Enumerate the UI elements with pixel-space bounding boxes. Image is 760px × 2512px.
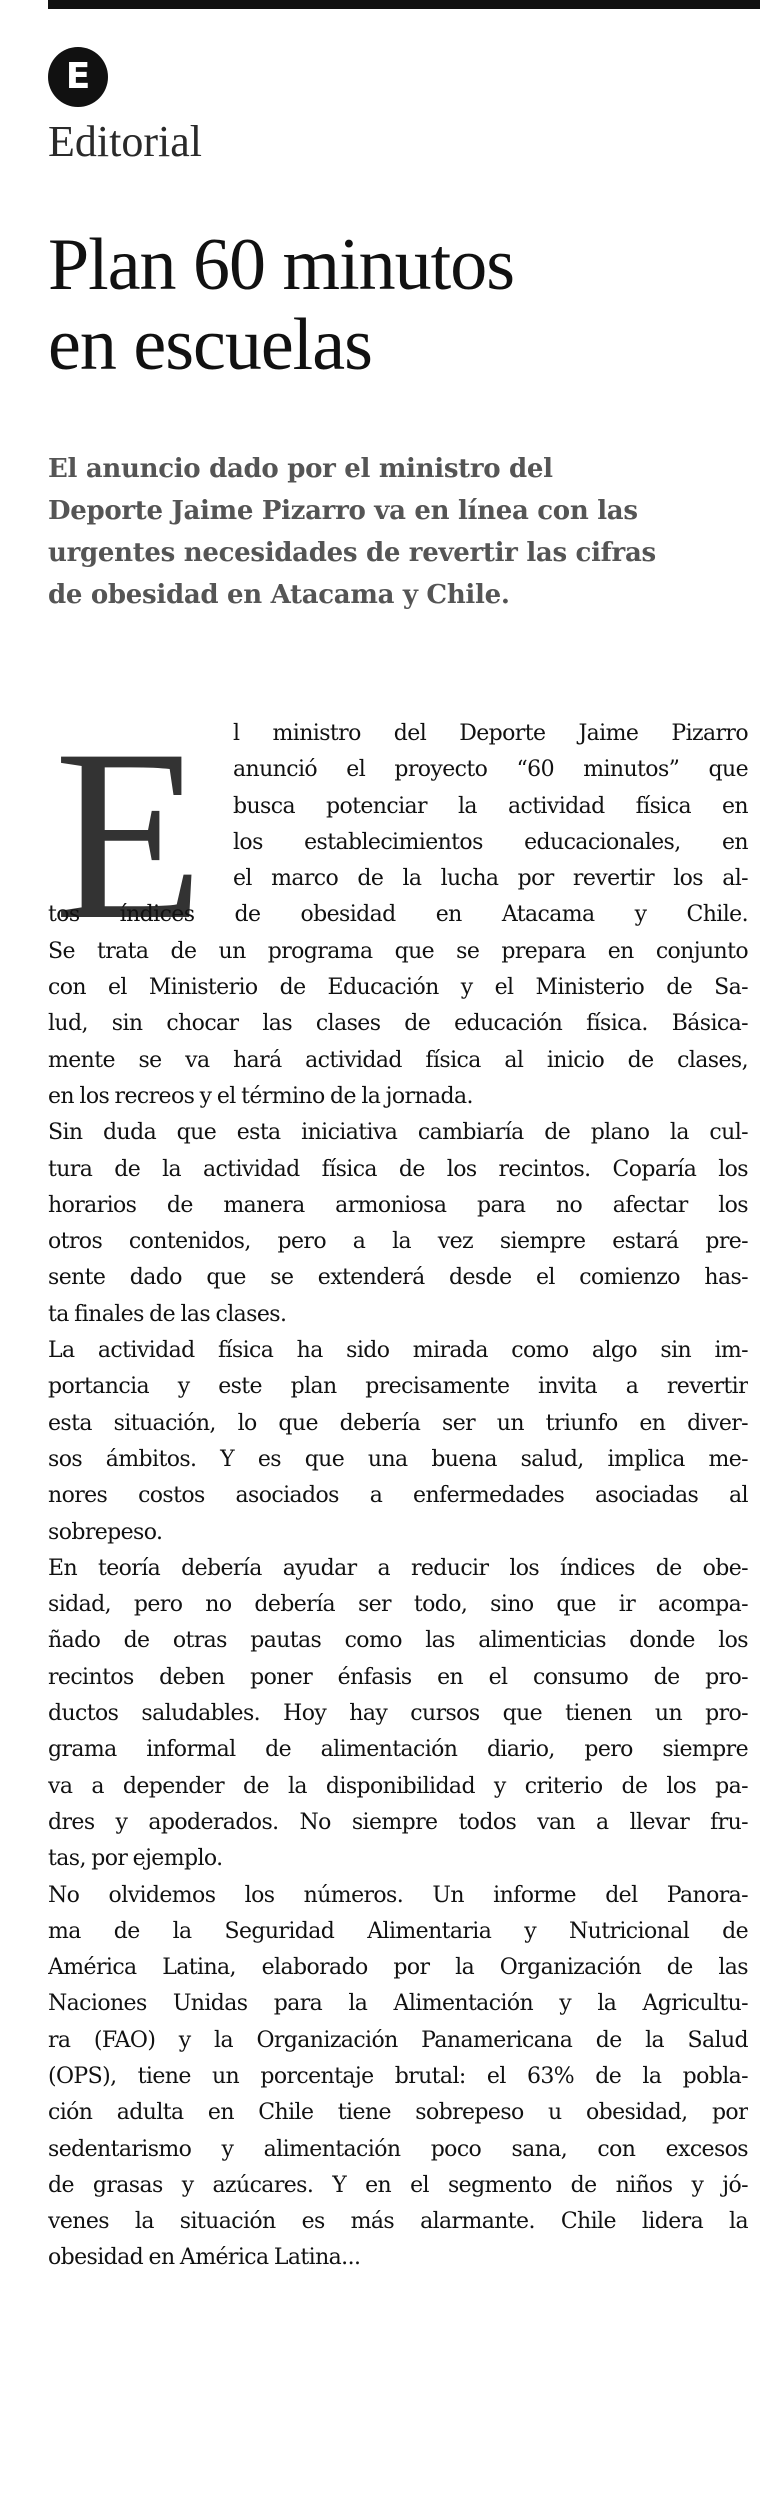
article-line: No olvidemos los números. Un informe del Panora- [48, 1882, 748, 1908]
article-line: portancia y este plan precisamente invita a revertir [48, 1374, 748, 1400]
article-line: tos índices de obesidad en Atacama y Chile. [48, 902, 748, 928]
headline [48, 225, 748, 385]
drop-cap: E [54, 699, 204, 970]
article-line: sente dado que se extenderá desde el comienzo has- [48, 1265, 748, 1291]
article-line: ductos saludables. Hoy hay cursos que tienen un pro- [48, 1701, 748, 1727]
article-line: dres y apoderados. No siempre todos van a llevar fru- [48, 1809, 748, 1835]
article-line: ción adulta en Chile tiene sobrepeso u obesidad, por [48, 2100, 748, 2126]
article-line: Naciones Unidas para la Alimentación y la Agricultu- [48, 1991, 748, 2017]
article-line: venes la situación es más alarmante. Chile lidera la [48, 2209, 748, 2235]
article-line: sedentarismo y alimentación poco sana, con excesos [48, 2136, 748, 2162]
dek-line: urgentes necesidades de revertir las cifras [48, 538, 656, 568]
article-line: (OPS), tiene un porcentaje brutal: el 63% de la pobla- [48, 2063, 748, 2089]
article-line: anunció el proyecto “60 minutos” que [233, 757, 748, 783]
article-line: tura de la actividad física de los recintos. Coparía los [48, 1156, 748, 1182]
dek-line: Deporte Jaime Pizarro va en línea con las [48, 496, 638, 526]
article-line: otros contenidos, pero a la vez siempre estará pre- [48, 1229, 748, 1255]
article-line: Se trata de un programa que se prepara en conjunto [48, 938, 748, 964]
top-rule [48, 0, 760, 9]
article-line: sidad, pero no debería ser todo, sino que ir acompa- [48, 1592, 748, 1618]
article-line: el marco de la lucha por revertir los al- [233, 866, 748, 892]
article-line: tas, por ejemplo. [48, 1846, 223, 1872]
article-line: recintos deben poner énfasis en el consumo de pro- [48, 1664, 748, 1690]
article-line: ma de la Seguridad Alimentaria y Nutricional de [48, 1918, 748, 1944]
dek-line: de obesidad en Atacama y Chile. [48, 580, 510, 610]
article-line: grama informal de alimentación diario, pero siempre [48, 1737, 748, 1763]
article-line: nores costos asociados a enfermedades asociadas al [48, 1483, 748, 1509]
article-line: con el Ministerio de Educación y el Ministerio de Sa- [48, 975, 748, 1001]
article-line: La actividad física ha sido mirada como algo sin im- [48, 1338, 748, 1364]
headline-line: Plan 60 minutos [48, 224, 515, 306]
article-line: l ministro del Deporte Jaime Pizarro [233, 721, 748, 746]
article-line: ta finales de las clases. [48, 1301, 287, 1327]
article-line: mente se va hará actividad física al inicio de clases, [48, 1047, 748, 1073]
dek [48, 448, 748, 616]
article-line: los establecimientos educacionales, en [233, 829, 748, 855]
section-label: Editorial [48, 117, 202, 166]
article-line: ñado de otras pautas como las alimenticias donde los [48, 1628, 748, 1654]
article-line: va a depender de la disponibilidad y criterio de los pa- [48, 1773, 748, 1799]
article-line: de grasas y azúcares. Y en el segmento de niños y jó- [48, 2172, 748, 2198]
article-line: sobrepeso. [48, 1519, 163, 1545]
headline-line: en escuelas [48, 304, 372, 386]
article-line: busca potenciar la actividad física en [233, 793, 748, 819]
article-line: obesidad en América Latina... [48, 2245, 361, 2271]
dek-line: El anuncio dado por el ministro del [48, 454, 553, 484]
article-line: lud, sin chocar las clases de educación física. Básica- [48, 1011, 748, 1037]
article-line: sos ámbitos. Y es que una buena salud, implica me- [48, 1446, 748, 1472]
article-body [48, 716, 748, 2277]
article-line: En teoría debería ayudar a reducir los índices de obe- [48, 1555, 748, 1581]
article-line: Sin duda que esta iniciativa cambiaría de plano la cul- [48, 1120, 748, 1146]
article-line: esta situación, lo que debería ser un triunfo en diver- [48, 1410, 748, 1436]
article-line: América Latina, elaborado por la Organización de las [48, 1955, 748, 1981]
article-line: horarios de manera armoniosa para no afectar los [48, 1192, 748, 1218]
article-line: ra (FAO) y la Organización Panamericana de la Salud [48, 2027, 748, 2053]
section-badge-icon: E [48, 47, 108, 107]
article-line: en los recreos y el término de la jornada. [48, 1083, 473, 1109]
